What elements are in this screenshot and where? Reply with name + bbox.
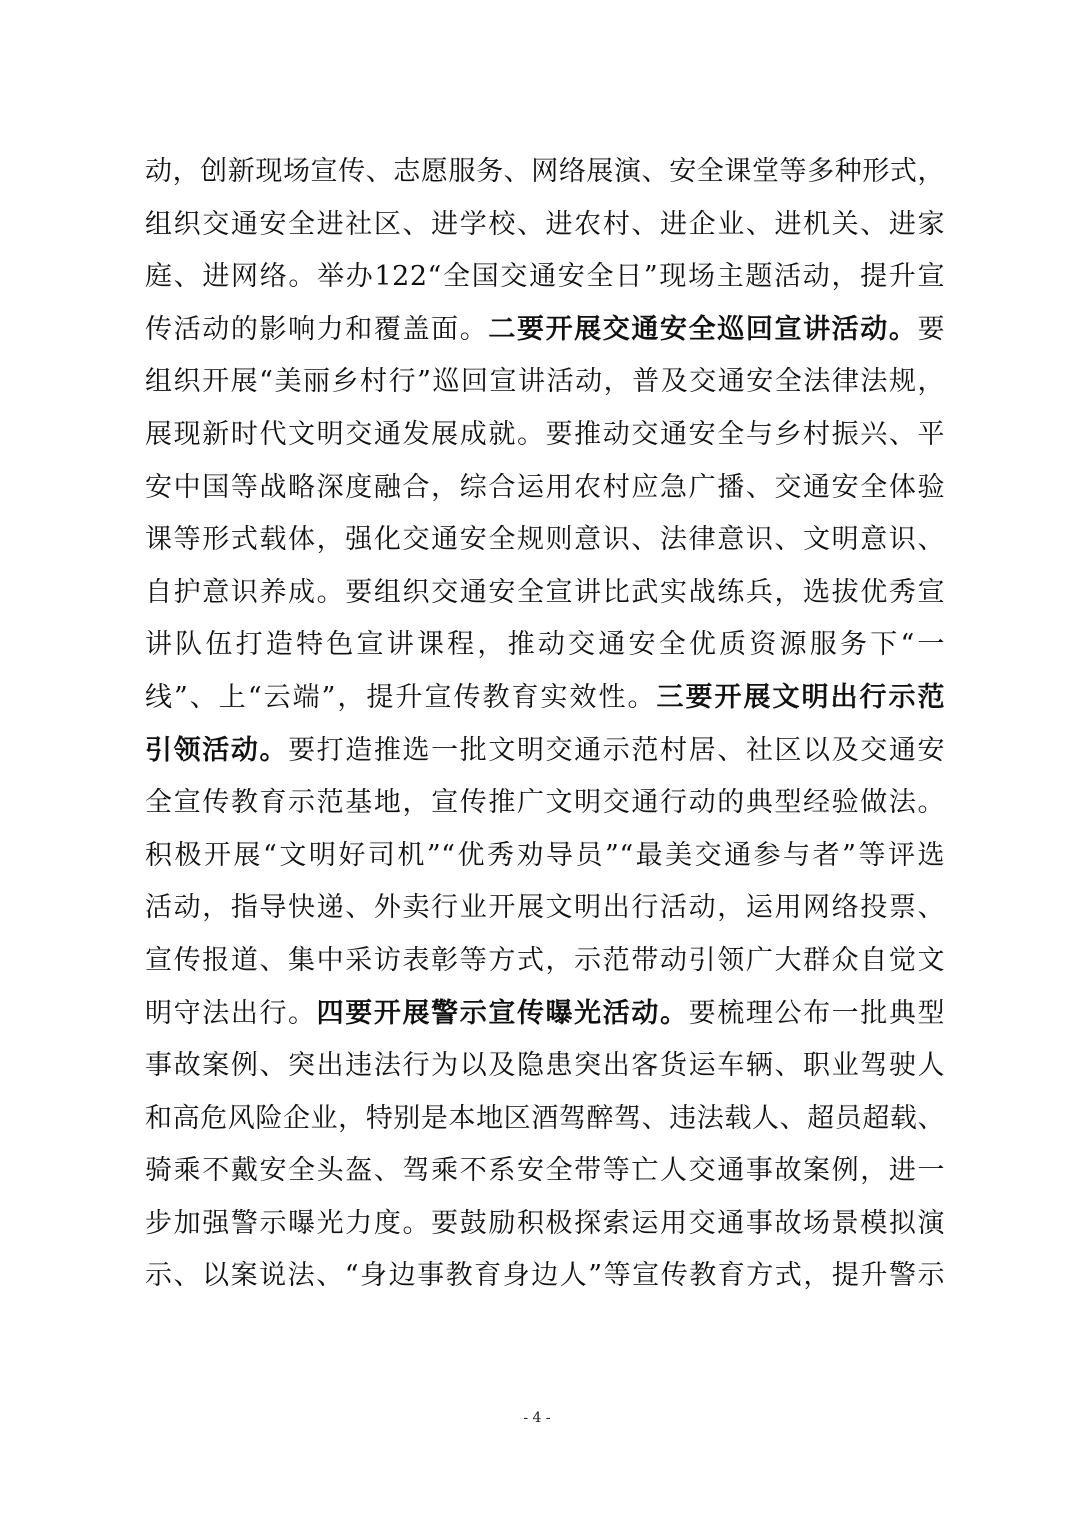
text-segment: 活动，指导快递、外卖行业开展文明出行活动，运用网络投票、 (145, 892, 945, 924)
text-line (145, 146, 945, 199)
text-segment: 全宣传教育示范基地，宣传推广文明交通行动的典型经验做法。 (145, 787, 945, 819)
text-segment: 明守法出行。 (145, 997, 317, 1029)
text-segment: 线”、上“云端”，提升宣传教育实效性。 (145, 681, 657, 713)
text-line (145, 1250, 945, 1303)
text-segment: 课等形式载体，强化交通安全规则意识、法律意识、文明意识、 (145, 524, 945, 556)
text-segment: 展现新时代文明交通发展成就。要推动交通安全与乡村振兴、平 (145, 418, 945, 450)
text-segment: 骑乘不戴安全头盔、驾乘不系安全带等亡人交通事故案例，进一 (145, 1155, 945, 1187)
text-segment: 组织开展“美丽乡村行”巡回宣讲活动，普及交通安全法律法规， (145, 366, 945, 398)
text-segment: 要 (917, 313, 946, 345)
text-line (145, 882, 945, 935)
text-segment: 示、以案说法、“身边事教育身边人”等宣传教育方式，提升警示 (145, 1260, 945, 1292)
text-segment: 要梳理公布一批典型 (688, 997, 946, 1029)
text-segment: 安中国等战略深度融合，综合运用农村应急广播、交通安全体验 (145, 471, 945, 503)
text-line (145, 462, 945, 515)
text-line (145, 1145, 945, 1198)
text-line (145, 199, 945, 252)
text-line (145, 672, 945, 725)
text-segment: 要打造推选一批文明交通示范村居、社区以及交通安 (288, 734, 946, 766)
text-line (145, 619, 945, 672)
bold-heading-segment: 二要开展交通安全巡回宣讲活动。 (488, 313, 918, 345)
text-segment: 组织交通安全进社区、进学校、进农村、进企业、进机关、进家 (145, 208, 945, 240)
bold-heading-segment: 引领活动。 (145, 734, 289, 766)
text-line (145, 1040, 945, 1093)
text-segment: 动，创新现场宣传、志愿服务、网络展演、安全课堂等多种形式， (145, 156, 945, 187)
text-line (145, 304, 945, 357)
text-line (145, 1198, 945, 1251)
text-segment: 和高危风险企业，特别是本地区酒驾醉驾、违法载人、超员超载、 (145, 1102, 945, 1134)
text-line (145, 409, 945, 462)
text-line (145, 251, 945, 304)
page-number: - 4 - (523, 1410, 551, 1426)
text-segment: 积极开展“文明好司机”“优秀劝导员”“最美交通参与者”等评选 (145, 839, 945, 871)
text-segment: 庭、进网络。举办122“全国交通安全日”现场主题活动，提升宣 (145, 261, 945, 293)
text-line (145, 725, 945, 778)
text-line (145, 514, 945, 567)
text-segment: 自护意识养成。要组织交通安全宣讲比武实战练兵，选拔优秀宣 (145, 576, 945, 608)
text-segment: 事故案例、突出违法行为以及隐患突出客货运车辆、职业驾驶人 (145, 1050, 945, 1082)
text-line (145, 356, 945, 409)
document-body (145, 146, 945, 1303)
text-line (145, 777, 945, 830)
text-line (145, 1093, 945, 1146)
text-line (145, 830, 945, 883)
bold-heading-segment: 四要开展警示宣传曝光活动。 (316, 997, 689, 1029)
text-line (145, 567, 945, 620)
bold-heading-segment: 三要开展文明出行示范 (656, 681, 945, 713)
text-segment: 步加强警示曝光力度。要鼓励积极探索运用交通事故场景模拟演 (145, 1207, 945, 1239)
text-segment: 讲队伍打造特色宣讲课程，推动交通安全优质资源服务下“一 (145, 629, 945, 661)
text-line (145, 988, 945, 1041)
text-line (145, 935, 945, 988)
text-segment: 宣传报道、集中采访表彰等方式，示范带动引领广大群众自觉文 (145, 944, 945, 976)
text-segment: 传活动的影响力和覆盖面。 (145, 313, 489, 345)
